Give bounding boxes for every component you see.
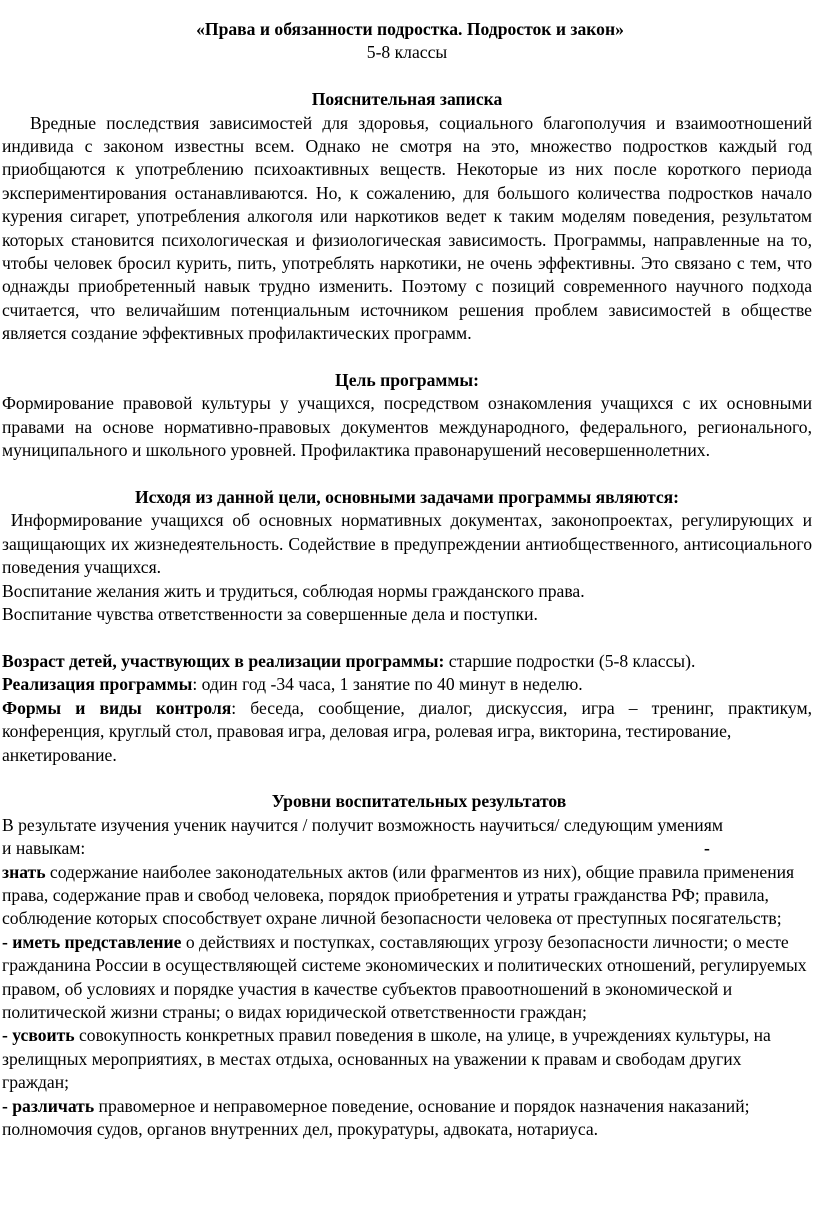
result-item <box>2 1024 812 1094</box>
note-heading: Пояснительная записка <box>311 89 503 110</box>
forms-label: Формы и виды контроля <box>2 697 232 718</box>
result-item-label: - различать <box>2 1095 95 1116</box>
result-item-text: содержание наиболее законодательных актов (или фрагментов из них), общие правила применения права, содержание прав и свобод человека, порядок приобретения и утраты гражданства РФ; правила, соблюдение которых способствует охране личной безопасности человека от преступных посягательств; <box>2 861 795 929</box>
result-item-text: о действиях и поступках, составляющих угрозу безопасности личности; о месте гражданина России в осуществляющей системе экономических и политических отношений, регулируемых правом, об условиях и порядке участия в качестве субъектов правоотношений в экономической и политической жизни страны; о видах юридической ответственности граждан; <box>2 931 807 1022</box>
result-item <box>2 861 812 931</box>
spacer <box>2 65 812 88</box>
results-intro-line2 <box>2 837 812 860</box>
result-item <box>2 1095 812 1142</box>
implementation-line <box>2 673 812 696</box>
spacer <box>2 346 812 369</box>
implementation-label: Реализация программы <box>2 674 193 695</box>
task-item: Информирование учащихся об основных нормативных документах, законопроектах, регулирующих и защищающих их жизнедеятельность. Содействие в предупреждении антиобщественного, антисоциального поведения учащихся. <box>2 510 816 578</box>
note-body: Вредные последствия зависимостей для здоровья, социального благополучия и взаимоотношений индивида с законом известны всем. Однако не смотря на это, множество подростков каждый год приобщаются к употреблению психоактивных веществ. Некоторые из них после короткого периода экспериментирования останавливаются. Но, к сожалению, для большого количества подростков начало курения сигарет, употребления алкоголя или наркотиков ведет к таким моделям поведения, результатом которых становится психологическая и физиологическая зависимость. Программы, направленные на то, чтобы человек бросил курить, пить, употреблять наркотики, не очень эффективны. Это связано с тем, что однажды приобретенный навык трудно изменить. Поэтому с позиций современного научного подхода считается, что величайшим потенциальным источником решения проблем зависимостей в обществе является создание эффективных профилактических программ. <box>2 112 812 344</box>
age-value: старшие подростки (5-8 классы). <box>444 650 696 671</box>
result-item <box>2 931 812 1025</box>
document-title: «Права и обязанности подростка. Подросток и закон» <box>196 19 624 39</box>
goal-heading: Цель программы: <box>335 370 479 391</box>
spacer <box>2 767 812 790</box>
result-item-label: знать <box>2 861 46 882</box>
result-item-label: - иметь представление <box>2 931 182 952</box>
forms-line <box>2 697 812 744</box>
result-item-text: правомерное и неправомерное поведение, основание и порядок назначения наказаний; полномочия судов, органов внутренних дел, прокуратуры, адвоката, нотариуса. <box>2 1095 750 1140</box>
results-intro-line1: В результате изучения ученик научится / получит возможность научиться/ следующим умениям <box>2 814 723 835</box>
forms-value: : беседа, сообщение, диалог, дискуссия, игра – тренинг, практикум, конференция, круглый стол, правовая игра, деловая игра, ролевая игра, викторина, тестирование, <box>2 697 812 742</box>
results-heading: Уровни воспитательных результатов <box>271 791 567 812</box>
spacer <box>2 627 812 650</box>
grades-subtitle: 5-8 классы <box>366 42 448 63</box>
goal-body: Формирование правовой культуры у учащихся, посредством ознакомления учащихся с их основными правами на основе нормативно-правовых документов международного, федерального, регионального, муниципального и школьного уровней. Профилактика правонарушений несовершеннолетних. <box>2 393 812 461</box>
result-item-label: - усвоить <box>2 1025 75 1046</box>
age-line <box>2 650 812 673</box>
spacer <box>2 463 812 486</box>
task-item: Воспитание чувства ответственности за совершенные дела и поступки. <box>2 604 538 625</box>
forms-tail: анкетирование. <box>2 744 117 765</box>
results-intro-dash: - <box>704 838 710 859</box>
implementation-value: : один год -34 часа, 1 занятие по 40 минут в неделю. <box>192 674 583 695</box>
results-intro-text: и навыкам: <box>2 838 86 859</box>
age-label: Возраст детей, участвующих в реализации программы: <box>2 650 445 671</box>
tasks-heading: Исходя из данной цели, основными задачами программы являются: <box>134 487 680 508</box>
task-item: Воспитание желания жить и трудиться, соблюдая нормы гражданского права. <box>2 580 585 601</box>
result-item-text: совокупность конкретных правил поведения в школе, на улице, в учреждениях культуры, на зрелищных мероприятиях, в местах отдыха, основанных на уважении к правам и свободам других граждан; <box>2 1025 771 1093</box>
